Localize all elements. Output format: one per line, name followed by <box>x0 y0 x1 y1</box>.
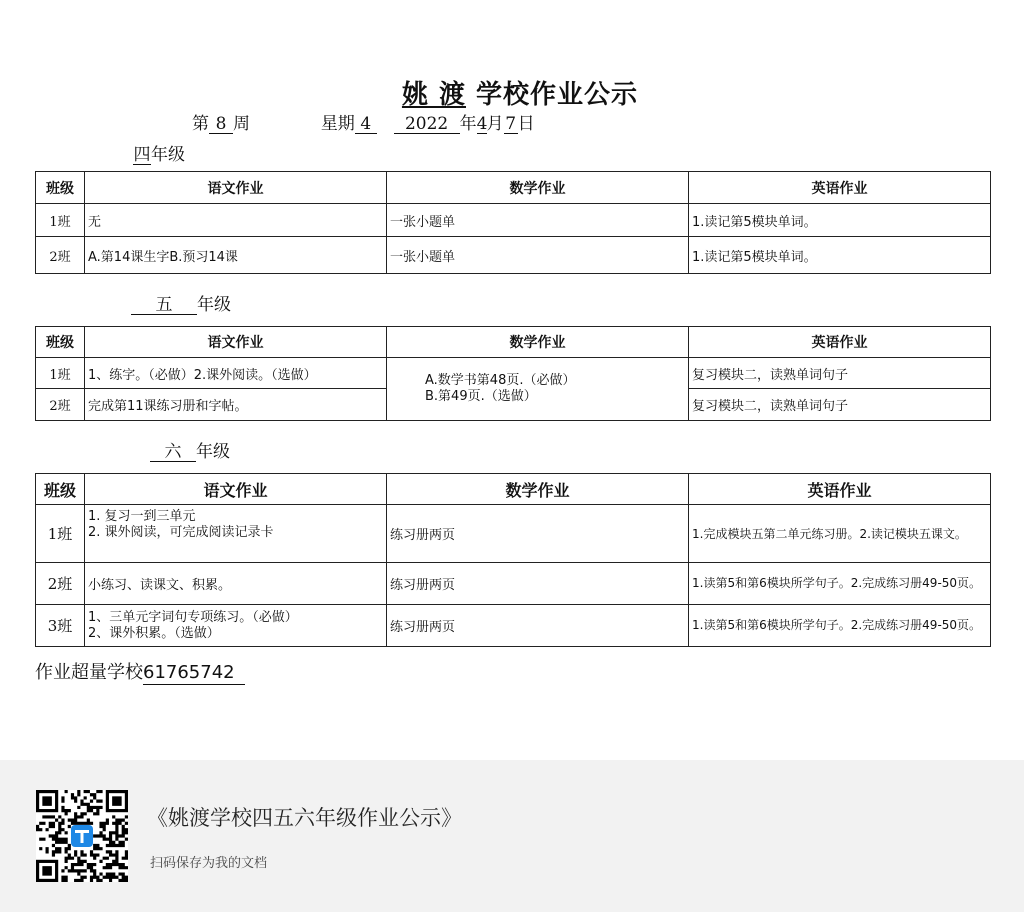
grade-5-table <box>35 326 991 421</box>
table-row: 2班 完成第11课练习册和字帖。 复习模块二，读熟单词句子 <box>36 389 991 421</box>
table-row: 3班 1、三单元字词句专项练习。（必做） 2、课外积累。（选做） 练习册两页 1.读第5和第6模块所学句子。2.完成练习册49-50页。 <box>36 605 991 647</box>
scan-hint: 扫码保存为我的文档 <box>150 856 268 871</box>
weekday: 4 <box>355 115 377 134</box>
date-line: 第 8 周 星期 4 2022 年4月7日 <box>192 114 535 134</box>
overload-phone: 61765742 <box>143 662 245 685</box>
save-document-footer <box>0 760 1024 912</box>
month: 4 <box>476 114 488 134</box>
table-row: 1班 无 一张小题单 1.读记第5模块单词。 <box>36 204 991 237</box>
grade-6-heading: 六 年级 <box>150 437 230 462</box>
table-header-row: 班级 语文作业 数学作业 英语作业 <box>36 474 991 505</box>
grade-6-table <box>35 473 991 647</box>
grade-4-heading: 四年级 <box>133 145 185 165</box>
qr-finder-2 <box>36 860 58 882</box>
grade-4-table <box>35 171 991 274</box>
qr-code-graphic <box>36 790 128 882</box>
col-chinese: 语文作业 <box>85 172 387 204</box>
overload-report-line: 作业超量学校61765742 <box>35 658 245 685</box>
year: 2022 <box>394 115 460 134</box>
table-row: 1班 1、练字。（必做）2.课外阅读。（选做） A.数学书第48页.（必做） B.第49页.（选做） 复习模块二，读熟单词句子 <box>36 358 991 389</box>
table-header-row: 班级 语文作业 数学作业 英语作业 <box>36 327 991 358</box>
app-logo-icon <box>71 825 93 847</box>
qr-finder-1 <box>106 790 128 812</box>
math-merged-cell: A.数学书第48页.（必做） B.第49页.（选做） <box>387 358 689 421</box>
table-header-row <box>36 172 991 204</box>
table-row: 2班 A.第14课生字B.预习14课 一张小题单 1.读记第5模块单词。 <box>36 237 991 274</box>
week-number: 8 <box>209 115 233 134</box>
table-row: 1班 1. 复习一到三单元 2. 课外阅读，可完成阅读记录卡 练习册两页 1.完成模块五第二单元练习册。2.读记模块五课文。 <box>36 505 991 563</box>
title-rest: 学校作业公示 <box>466 80 639 110</box>
page-title <box>0 74 1024 111</box>
table-row: 2班 小练习、读课文、积累。 练习册两页 1.读第5和第6模块所学句子。2.完成练习册49-50页。 <box>36 563 991 605</box>
grade-5-heading: 五 年级 <box>131 290 231 315</box>
qr-code-icon[interactable] <box>36 790 128 882</box>
day: 7 <box>505 114 517 134</box>
col-math: 数学作业 <box>387 172 689 204</box>
qr-finder-0 <box>36 790 58 812</box>
document-name: 《姚渡学校四五六年级作业公示》 <box>147 806 462 830</box>
col-class: 班级 <box>36 172 85 204</box>
school-name: 姚 渡 <box>401 80 466 110</box>
col-english: 英语作业 <box>689 172 991 204</box>
